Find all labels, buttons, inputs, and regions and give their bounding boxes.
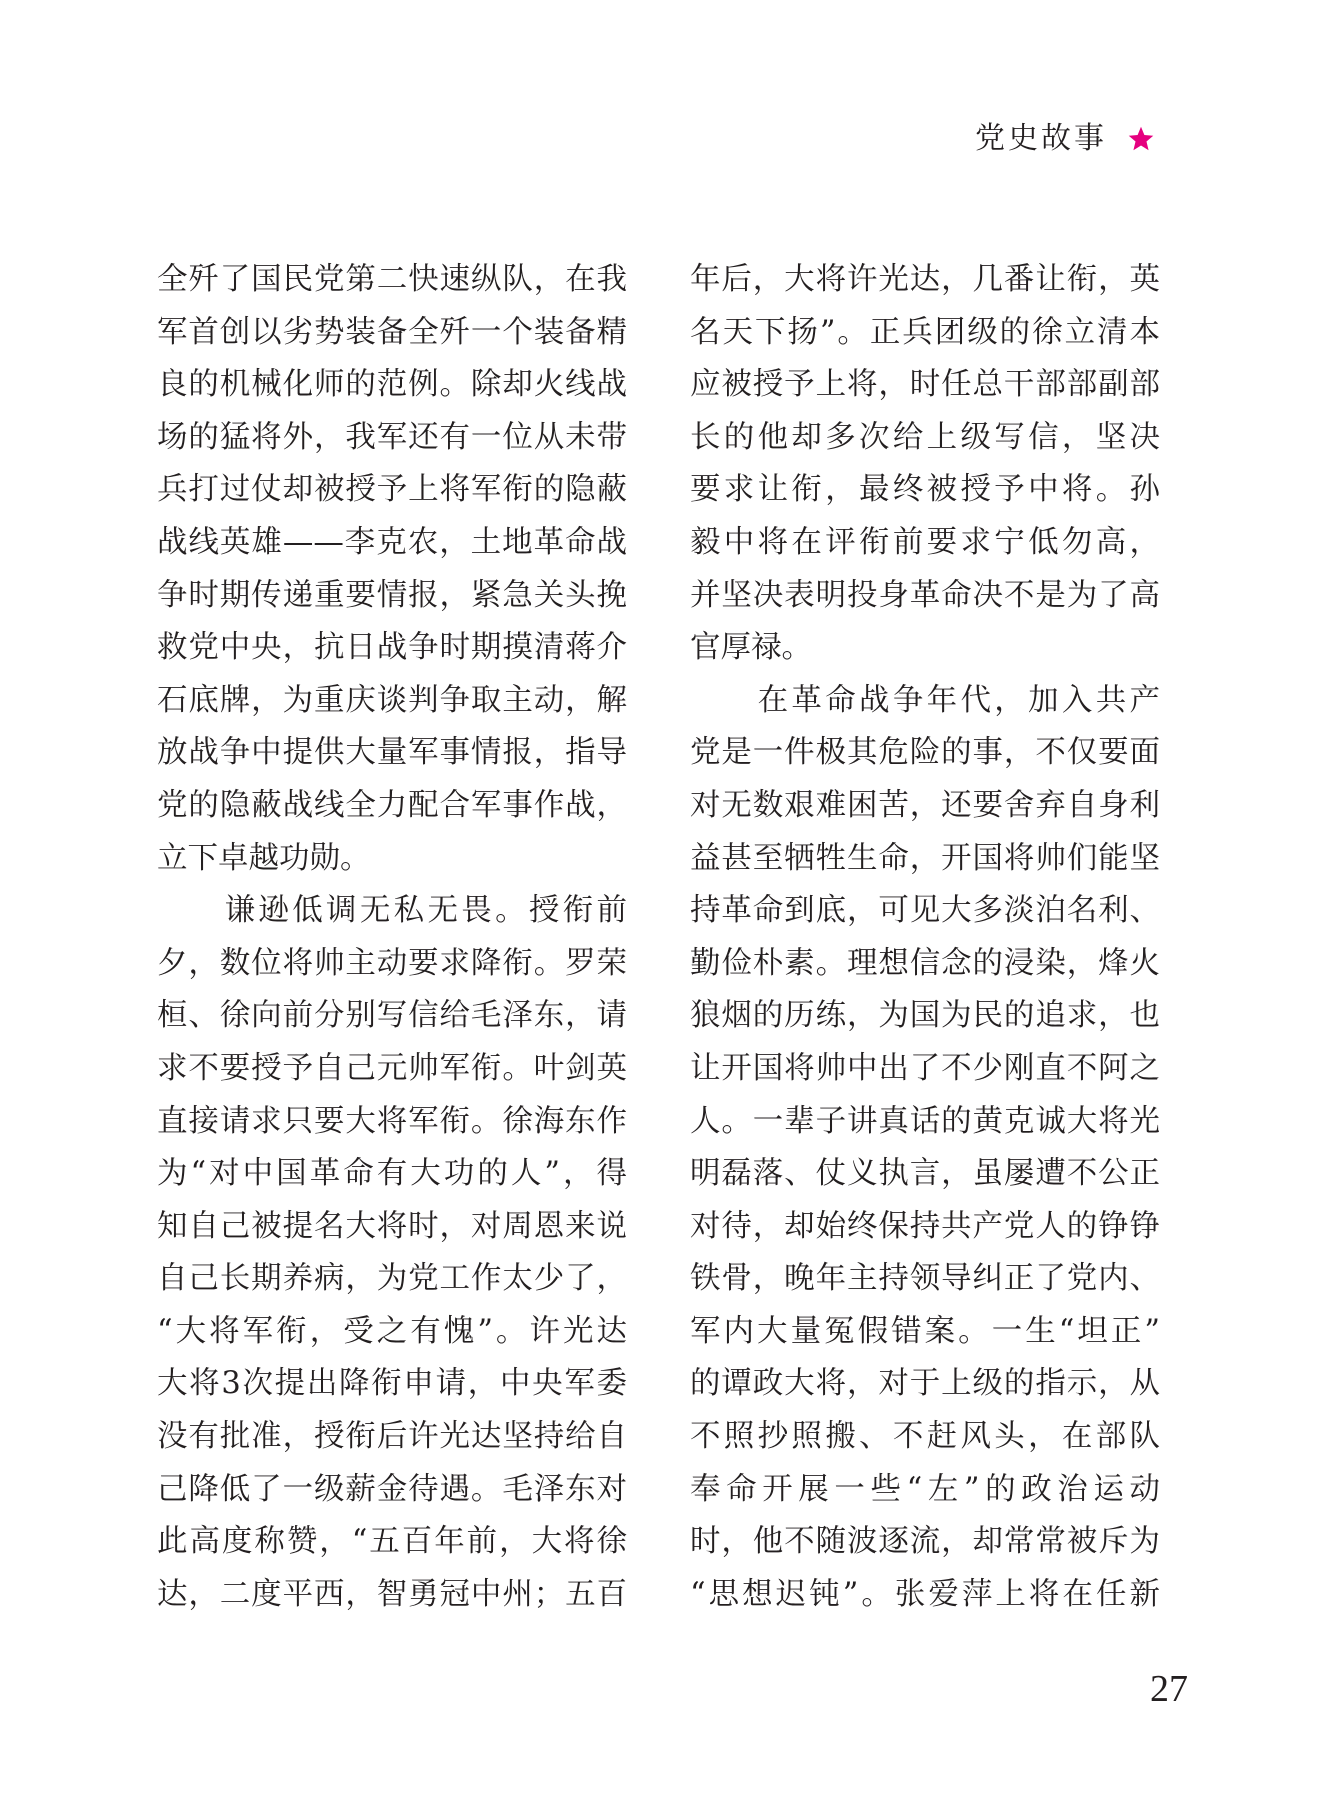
text-line: 并坚决表明投身革命决不是为了高 [690, 577, 1160, 613]
text-line: 桓、徐向前分别写信给毛泽东，请 [157, 998, 627, 1034]
text-line: 益甚至牺牲生命，开国将帅们能坚 [690, 840, 1160, 876]
text-line: 名天下扬”。正兵团级的徐立清本 [690, 314, 1160, 350]
text-line: 自己长期养病，为党工作太少了， [157, 1261, 627, 1297]
text-line: 要求让衔，最终被授予中将。孙 [690, 472, 1160, 508]
text-line: 良的机械化师的范例。除却火线战 [157, 367, 627, 403]
text-line: 不照抄照搬、不赶风头，在部队 [690, 1419, 1160, 1455]
text-line: 的谭政大将，对于上级的指示，从 [690, 1366, 1160, 1402]
text-line: 立下卓越功勋。 [157, 840, 371, 876]
text-line: 铁骨，晚年主持领导纠正了党内、 [690, 1261, 1160, 1297]
text-line: 让开国将帅中出了不少刚直不阿之 [690, 1050, 1160, 1086]
text-line: 人。一辈子讲真话的黄克诚大将光 [690, 1103, 1160, 1139]
text-line: 对待，却始终保持共产党人的铮铮 [690, 1208, 1160, 1244]
text-line: 没有批准，授衔后许光达坚持给自 [157, 1419, 627, 1455]
page-number: 27 [1150, 1668, 1188, 1710]
text-line: 知自己被提名大将时，对周恩来说 [157, 1208, 627, 1244]
text-line: 求不要授予自己元帅军衔。叶剑英 [157, 1050, 627, 1086]
text-line: 兵打过仗却被授予上将军衔的隐蔽 [157, 472, 627, 508]
text-line: 己降低了一级薪金待遇。毛泽东对 [157, 1471, 627, 1507]
text-line: 军首创以劣势装备全歼一个装备精 [157, 314, 627, 350]
text-line: 应被授予上将，时任总干部部副部 [690, 367, 1160, 403]
text-line: 大将3次提出降衔申请，中央军委 [157, 1366, 627, 1402]
text-line: 谦逊低调无私无畏。授衔前 [157, 893, 627, 929]
text-line: 放战争中提供大量军事情报，指导 [157, 735, 627, 771]
text-line: “思想迟钝”。张爱萍上将在任新 [690, 1576, 1160, 1612]
text-line: 长的他却多次给上级写信，坚决 [690, 419, 1160, 455]
text-line: 狼烟的历练，为国为民的追求，也 [690, 998, 1160, 1034]
text-line: 时，他不随波逐流，却常常被斥为 [690, 1524, 1160, 1560]
text-line: 达，二度平西，智勇冠中州；五百 [157, 1576, 627, 1612]
text-line: 此高度称赞，“五百年前，大将徐 [157, 1524, 627, 1560]
text-line: 持革命到底，可见大多淡泊名利、 [690, 893, 1160, 929]
text-line: 官厚禄。 [690, 630, 812, 666]
star-icon [1127, 125, 1155, 153]
text-line: 明磊落、仗义执言，虽屡遭不公正 [690, 1156, 1160, 1192]
text-line: 勤俭朴素。理想信念的浸染，烽火 [690, 945, 1160, 981]
text-line: 在革命战争年代，加入共产 [690, 682, 1160, 718]
text-line: “大将军衔，受之有愧”。许光达 [157, 1313, 627, 1349]
section-title: 党史故事 [975, 121, 1107, 156]
text-line: 为“对中国革命有大功的人”，得 [157, 1156, 627, 1192]
text-line: 石底牌，为重庆谈判争取主动，解 [157, 682, 627, 718]
page-header [975, 121, 1155, 156]
text-line: 年后，大将许光达，几番让衔，英 [690, 262, 1160, 297]
text-line: 毅中将在评衔前要求宁低勿高， [690, 524, 1160, 560]
text-line: 党的隐蔽战线全力配合军事作战， [157, 787, 627, 823]
text-line: 直接请求只要大将军衔。徐海东作 [157, 1103, 627, 1139]
text-line: 对无数艰难困苦，还要舍弃自身利 [690, 787, 1160, 823]
text-line: 夕，数位将帅主动要求降衔。罗荣 [157, 945, 627, 981]
text-line: 党是一件极其危险的事，不仅要面 [690, 735, 1160, 771]
text-line: 全歼了国民党第二快速纵队，在我 [157, 262, 627, 297]
text-line: 救党中央，抗日战争时期摸清蒋介 [157, 630, 627, 666]
right-text-column [690, 254, 1160, 1621]
text-line: 战线英雄——李克农，土地革命战 [157, 524, 627, 560]
text-line: 奉命开展一些“左”的政治运动 [690, 1471, 1160, 1507]
left-text-column [157, 254, 627, 1621]
text-line: 场的猛将外，我军还有一位从未带 [157, 419, 627, 455]
text-line: 军内大量冤假错案。一生“坦正” [690, 1313, 1160, 1349]
text-line: 争时期传递重要情报，紧急关头挽 [157, 577, 627, 613]
